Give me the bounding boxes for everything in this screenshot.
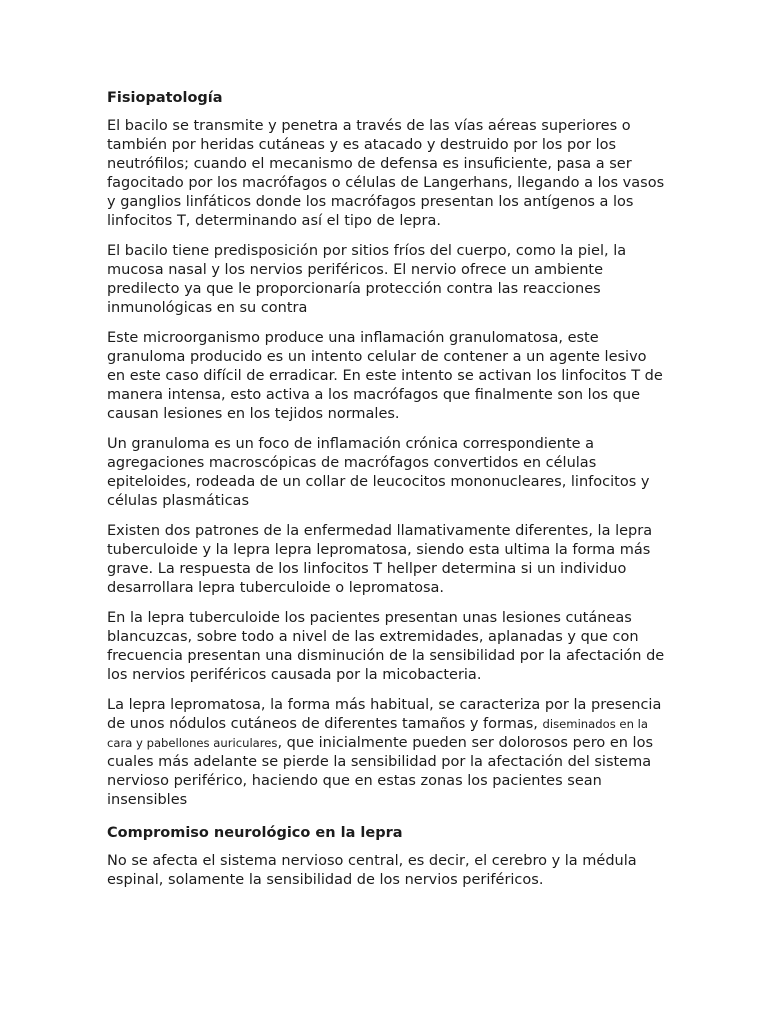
section-title-compromiso-neurologico: Compromiso neurológico en la lepra — [107, 825, 403, 841]
paragraph-1: El bacilo se transmite y penetra a través de las vías aéreas superiores o también por heridas cutáneas y es atacado y destruido por los por los neutrófilos; cuando el mecanismo de defensa es insuficiente, pasa a ser fagocitado por los macrófagos o células de Langerhans, llegando a los vasos y ganglios linfáticos donde los macrófagos presentan los antígenos a los linfocitos T, determinando así el tipo de lepra. — [107, 118, 665, 229]
paragraph-6: En la lepra tuberculoide los pacientes presentan unas lesiones cutáneas blancuzcas, sobre todo a nivel de las extremidades, aplanadas y que con frecuencia presentan una disminución de la sensibilidad por la afectación de los nervios periféricos causada por la micobacteria. — [107, 610, 665, 683]
paragraph-7-small-text: diseminados en la cara y pabellones auriculares — [107, 717, 648, 750]
paragraph-7 — [107, 696, 668, 810]
paragraph-3: Este microorganismo produce una inflamación granulomatosa, este granuloma producido es un intento celular de contener a un agente lesivo en este caso difícil de erradicar. En este intento se activan los linfocitos T de manera intensa, esto activa a los macrófagos que finalmente son los que causan lesiones en los tejidos normales. — [107, 330, 663, 422]
paragraph-8: No se afecta el sistema nervioso central, es decir, el cerebro y la médula espinal, solamente la sensibilidad de los nervios periféricos. — [107, 853, 637, 888]
paragraph-2: El bacilo tiene predisposición por sitios fríos del cuerpo, como la piel, la mucosa nasal y los nervios periféricos. El nervio ofrece un ambiente predilecto ya que le proporcionaría protección contra las reacciones inmunológicas en su contra — [107, 243, 627, 316]
paragraph-7-part-1: La lepra lepromatosa, la forma más habitual, se caracteriza por la presencia de unos nódulos cutáneos de diferentes tamaños y formas, — [107, 697, 662, 732]
section-title-fisiopatologia: Fisiopatología — [107, 90, 223, 106]
paragraph-4: Un granuloma es un foco de inflamación crónica correspondiente a agregaciones macroscópicas de macrófagos convertidos en células epiteloides, rodeada de un collar de leucocitos mononucleares, linfocitos y células plasmáticas — [107, 436, 650, 509]
paragraph-7-part-3: , que inicialmente pueden ser dolorosos pero en los cuales más adelante se pierde la sensibilidad por la afectación del sistema nervioso periférico, haciendo que en estas zonas los pacientes sean insensibles — [107, 735, 653, 808]
paragraph-5: Existen dos patrones de la enfermedad llamativamente diferentes, la lepra tuberculoide y la lepra lepra lepromatosa, siendo esta ultima la forma más grave. La respuesta de los linfocitos T hellper determina si un individuo desarrollara lepra tuberculoide o lepromatosa. — [107, 523, 653, 596]
